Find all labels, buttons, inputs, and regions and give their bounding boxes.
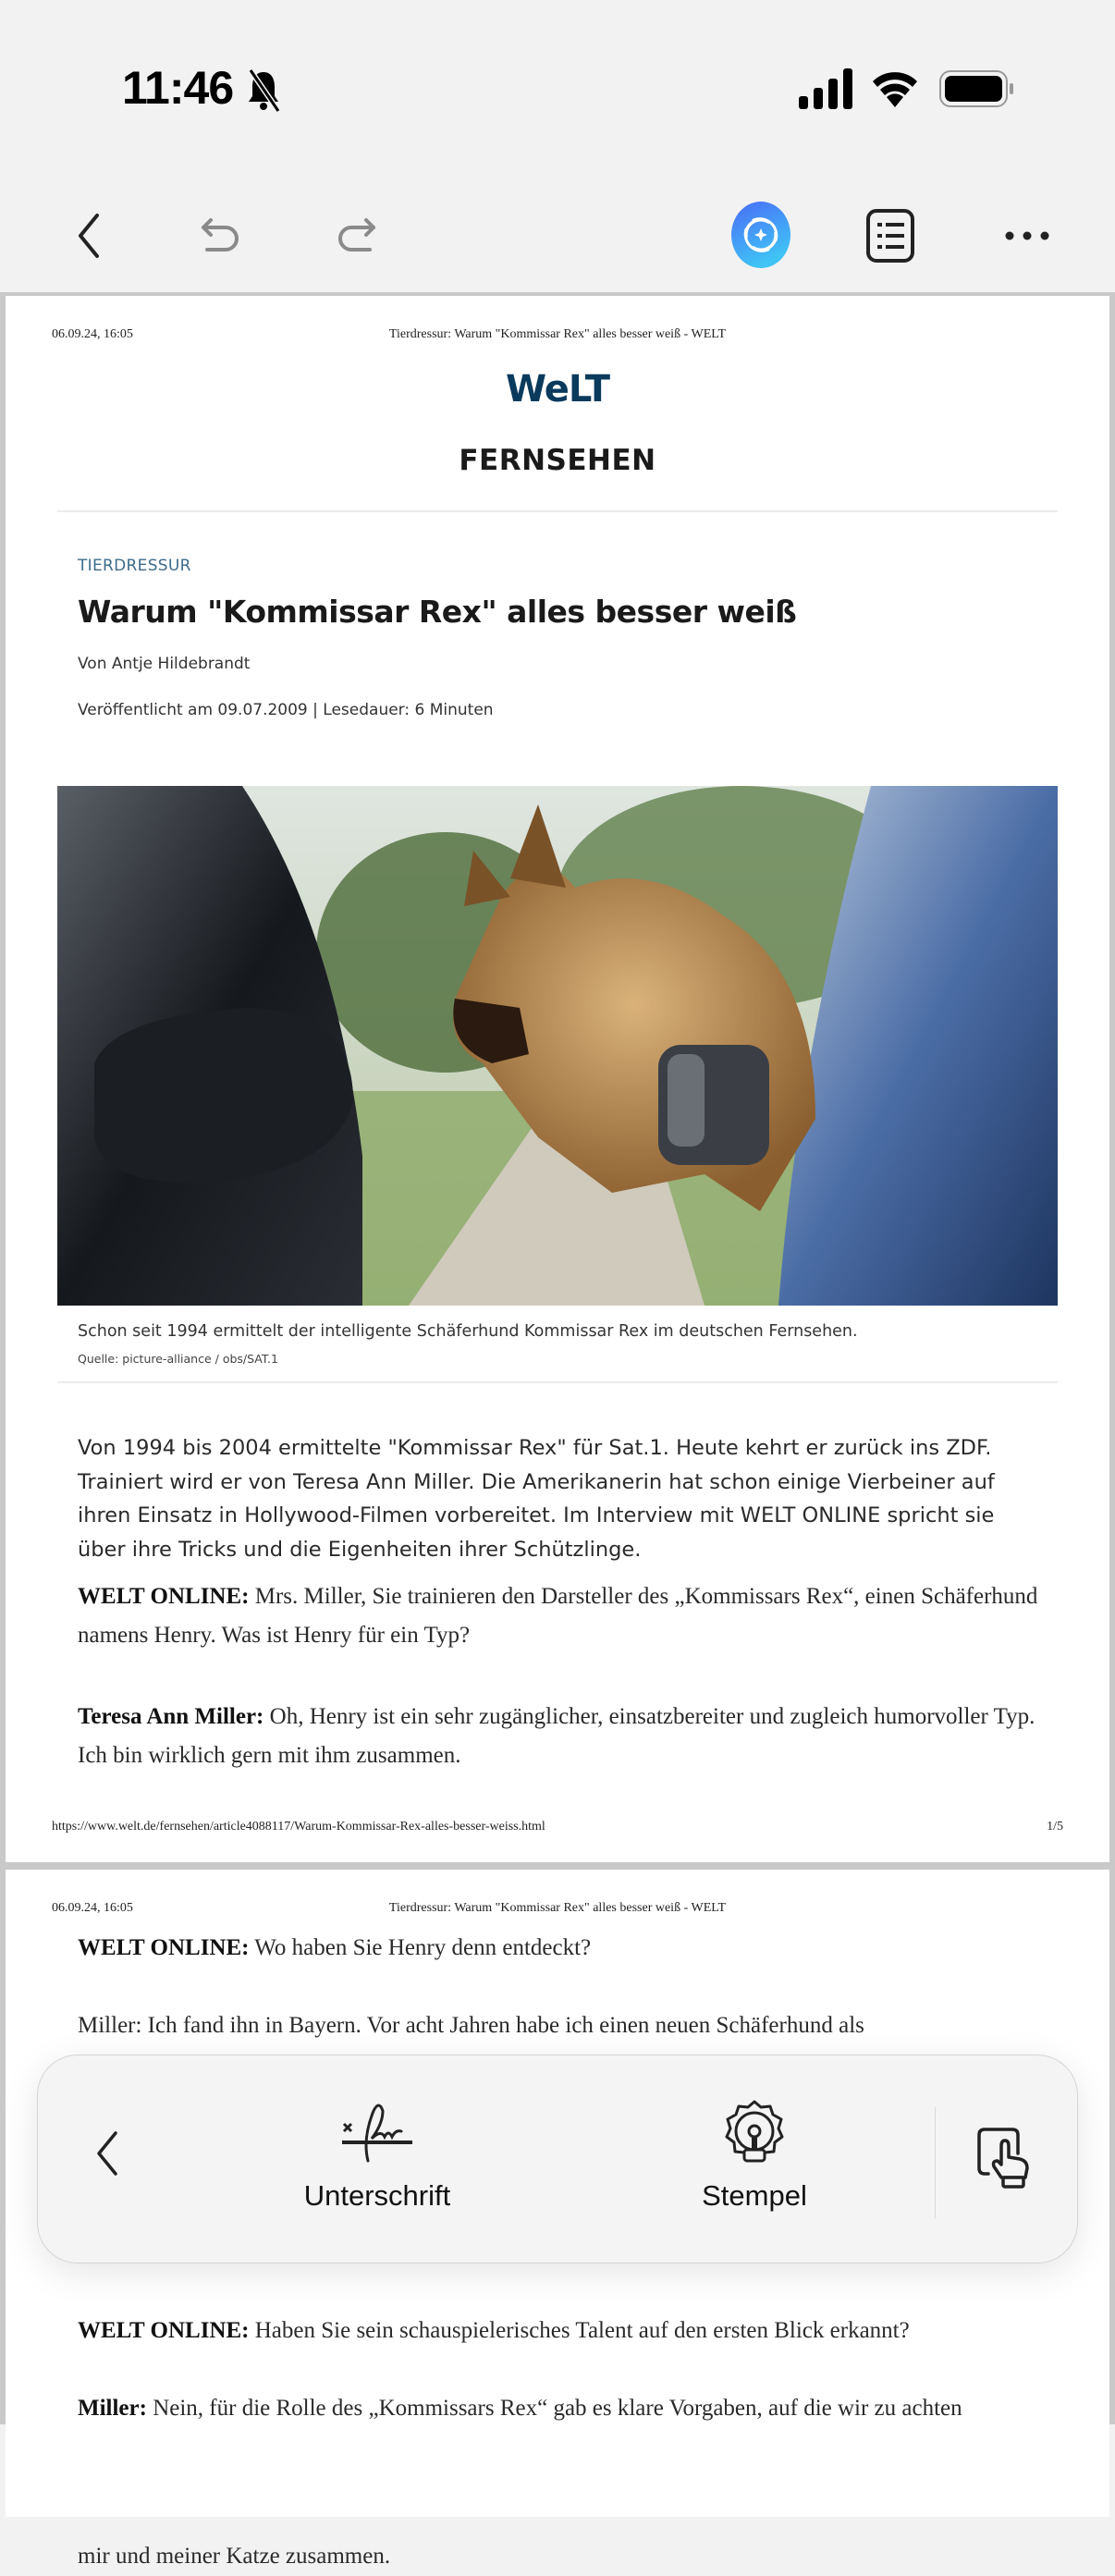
undo-icon [198,213,244,259]
redo-icon [333,213,379,259]
chevron-left-icon [71,208,108,264]
qa-text: mir und meiner Katze zusammen. [78,2544,391,2569]
wifi-icon [871,67,919,107]
article-meta: Veröffentlicht am 09.07.2009 | Lesedauer: 6 Minuten [78,701,494,719]
bell-slash-icon [245,67,282,113]
stamp-icon [722,2098,787,2166]
status-time: 11:46 [122,62,234,114]
qa-speaker: Miller: [78,2396,147,2421]
signature-button[interactable] [252,2102,502,2213]
outline-button[interactable] [858,203,923,268]
qa-paragraph [78,2537,1039,2576]
ai-sparkle-icon [728,200,794,270]
ai-assistant-button[interactable] [728,200,794,270]
qa-text: Haben Sie sein schauspielerisches Talent auf den ersten Blick erkannt? [249,2318,910,2343]
article-headline: Warum "Kommissar Rex" alles besser weiß [78,594,797,630]
qa-paragraph [78,1577,1039,1655]
article-url: https://www.welt.de/fernsehen/article4088117/Warum-Kommissar-Rex-alles-besser-weiss.html [52,1820,545,1834]
list-icon [865,208,915,264]
qa-text: Miller: Ich fand ihn in Bayern. Vor acht Jahren habe ich einen neuen Schäferhund als [78,2013,864,2038]
qa-paragraph [78,2006,1039,2045]
divider [57,510,1058,512]
qa-paragraph [78,2389,1039,2428]
article-photo [57,786,1058,1306]
pdf-page-1 [6,296,1109,1862]
print-date: 06.09.24, 16:05 [52,1901,133,1915]
welt-logo: WeLT [506,368,609,411]
qa-speaker: WELT ONLINE: [78,2318,250,2343]
annotation-toolbar [37,2055,1078,2263]
more-button[interactable] [995,203,1060,268]
print-title: Tierdressur: Warum "Kommissar Rex" alles besser weiß - WELT [388,327,727,341]
dog-car-image [57,786,1058,1306]
photo-credit: Quelle: picture-alliance / obs/SAT.1 [78,1352,278,1366]
stamp-button[interactable] [630,2098,879,2213]
article-lead: Von 1994 bis 2004 ermittelte "Kommissar Rex" für Sat.1. Heute kehrt er zurück ins ZDF. Trainiert wird er von Teresa Ann Miller. Die Amerikanerin hat schon einige Vierbeiner auf ihren Einsatz in Hollywood-Filmen vorbereitet. Im Interview mit WELT ONLINE spricht sie über ihre Tricks und die Eigenheiten ihrer Schützlinge. [78,1436,995,1562]
tap-mode-button[interactable] [975,2126,1033,2190]
panel-back-button[interactable] [93,2128,121,2179]
qa-paragraph [78,1698,1039,1775]
print-date: 06.09.24, 16:05 [52,327,133,341]
panel-divider [935,2107,936,2218]
signature-icon [340,2102,414,2166]
qa-speaker: Teresa Ann Miller: [78,1704,264,1729]
qa-paragraph [78,2312,1039,2350]
cellular-signal-icon [799,68,852,109]
section-title: FERNSEHEN [459,444,656,477]
battery-icon [939,70,1015,107]
pdf-page-footer [52,1820,1063,1834]
status-bar [0,0,1115,176]
top-toolbar [0,185,1115,287]
back-button[interactable] [57,203,122,268]
qa-text: Wo haben Sie Henry denn entdeckt? [249,1935,592,1960]
page-number: 1/5 [1047,1820,1063,1834]
chevron-left-icon [93,2128,121,2179]
redo-button[interactable] [324,203,388,268]
photo-caption: Schon seit 1994 ermittelt der intelligente Schäferhund Kommissar Rex im deutschen Fernsehen. [78,1322,858,1341]
article-kicker: TIERDRESSUR [78,557,191,575]
stamp-label: Stempel [702,2179,807,2212]
tap-gesture-icon [975,2126,1033,2190]
undo-button[interactable] [189,203,253,268]
article-byline: Von Antje Hildebrandt [78,655,251,673]
qa-text: Nein, für die Rolle des „Kommissars Rex“ gab es klare Vorgaben, auf die wir zu achten [146,2396,962,2421]
divider [57,1381,1058,1383]
ellipsis-icon [1004,230,1050,241]
qa-text: Mrs. Miller, Sie trainieren den Darsteller des „Kommissars Rex“, einen Schäferhund namens Henry. Was ist Henry für ein Typ? [78,1584,1038,1648]
qa-speaker: WELT ONLINE: [78,1584,250,1609]
qa-text: Oh, Henry ist ein sehr zugänglicher, einsatzbereiter und zugleich humorvoller Typ. Ich bin wirklich gern mit ihm zusammen. [78,1704,1035,1768]
qa-speaker: WELT ONLINE: [78,1935,250,1960]
signature-label: Unterschrift [303,2179,451,2212]
print-title: Tierdressur: Warum "Kommissar Rex" alles besser weiß - WELT [388,1901,727,1915]
qa-paragraph [78,1929,1039,1968]
